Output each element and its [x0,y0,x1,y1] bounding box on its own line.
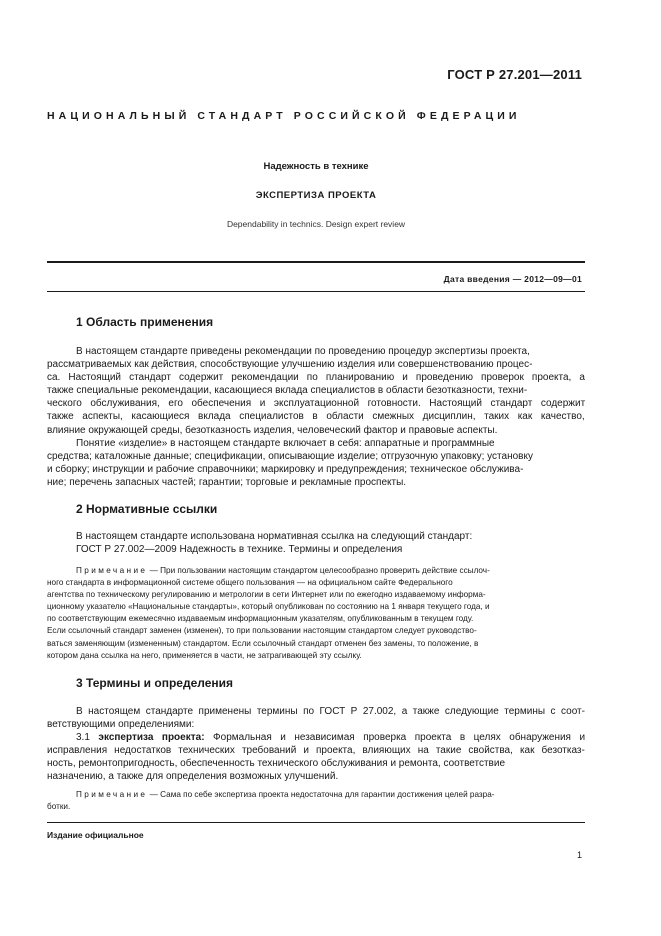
text-line: влияние окружающей среды, безотказность изделия, человеческий фактор и правовые аспекты. [47,424,498,436]
section-2-title: 2 Нормативные ссылки [76,502,218,516]
official-edition-label: Издание официальное [47,830,144,840]
text-line: назначению, а также для определения возможных улучшений. [47,771,339,783]
text-line [47,565,585,577]
page-number: 1 [576,850,582,860]
text-line: по соответствующим ежемесячно издаваемым информационным указателям, опубликованным в текущем году. [47,614,474,624]
section-2-note [47,565,585,662]
text-line: агентства по техническому регулированию и метрологии в сети Интернет или по ежегодно издаваемому информа- [47,590,486,600]
document-subtitle: Надежность в технике [263,161,369,172]
standard-code: ГОСТ Р 27.201—2011 [447,67,582,82]
section-1-title: 1 Область применения [76,315,214,329]
section-1-paragraph-2 [47,437,585,489]
text-line: В настоящем стандарте приведены рекомендации по проведению процедур экспертизы проекта, [76,346,530,357]
text-line: средства; каталожные данные; спецификации, описывающие изделие; отгрузочную упаковку; установку [47,451,533,463]
note-text: — При пользовании настоящим стандартом целесообразно проверить действие ссылоч- [149,566,490,575]
text-line: ваться заменяющим (измененным) стандартом. Если ссылочный стандарт отменен без замены, то положение, в [47,638,479,648]
term-name: экспертиза проекта: [98,732,205,743]
text-line: ность, ремонтопригодность, обеспеченность технического обслуживания и ремонта, соответствие [47,758,506,770]
note-text: — Сама по себе экспертиза проекта недостаточна для гарантии достижения целей разра- [149,790,495,799]
text-line: В настоящем стандарте использована нормативная ссылка на следующий стандарт: [76,531,473,542]
text-line [47,789,585,801]
text-line: исправления недостатков технических требований и проекта, влияющих на такие свойства, как безотказ- [47,745,585,757]
term-number: 3.1 [76,732,90,743]
text-line: ного стандарта в информационной системе общего пользования — на официальном сайте Федерального [47,578,453,588]
document-title: ЭКСПЕРТИЗА ПРОЕКТА [255,190,377,201]
text-line: са. Настоящий стандарт содержит рекомендации по планированию и проведению проверок проекта, а [47,372,585,384]
section-3-title: 3 Термины и определения [76,676,234,690]
term-3-1 [47,731,585,783]
section-2-lead [76,530,585,556]
text-line: ние; перечень запасных частей; гарантии; торговые и рекламные проспекты. [47,477,407,489]
normative-reference: ГОСТ Р 27.002—2009 Надежность в технике. Термины и определения [76,544,403,556]
text-line: также специальные рекомендации, касающиеся вклада специалистов в области безотказности, техни- [47,385,528,397]
text-line: ционному указателю «Национальные стандарты», который опубликован по состоянию на 1 января текущего года, и [47,602,490,612]
section-3-note [47,789,585,813]
text-line: Если ссылочный стандарт заменен (изменен), то при пользовании настоящим стандартом следует руководство- [47,626,477,636]
header-divider-thick [47,261,585,263]
note-label: Примечание [76,566,148,575]
text-line: и сборку; инструкции и рабочие справочники; маркировку и предупреждения; техническое обслужива- [47,464,524,476]
term-definition: Формальная и независимая проверка проекта в целях обнаружения и [213,732,586,743]
footer-divider [47,822,585,823]
national-standard-banner: НАЦИОНАЛЬНЫЙ СТАНДАРТ РОССИЙСКОЙ ФЕДЕРАЦИИ [47,110,521,122]
text-line: также аспекты, касающиеся вклада специалистов в области смежных дисциплин, таких как качество, [47,411,585,423]
document-title-english: Dependability in technics. Design expert review [226,219,406,229]
text-line: В настоящем стандарте применены термины по ГОСТ Р 27.002, а также следующие термины с соот- [76,706,585,717]
section-1-paragraph-1 [47,345,585,437]
note-label: Примечание [76,790,148,799]
text-line: ботки. [47,802,71,812]
text-line: ветствующими определениями: [47,719,195,731]
text-line: котором дана ссылка на него, применяется в части, не затрагивающей эту ссылку. [47,650,362,660]
header-divider-thin [47,291,585,292]
text-line [47,731,585,744]
section-3-lead [47,705,585,731]
text-line: ческого обслуживания, его обеспечения и эксплуатационной готовности. Настоящий стандарт содержит [47,398,586,410]
text-line: Понятие «изделие» в настоящем стандарте включает в себя: аппаратные и программные [76,438,495,449]
introduction-date: Дата введения — 2012—09—01 [443,274,582,284]
text-line: рассматриваемых как действия, способствующие улучшению изделия или совершенствованию процес- [47,359,533,371]
